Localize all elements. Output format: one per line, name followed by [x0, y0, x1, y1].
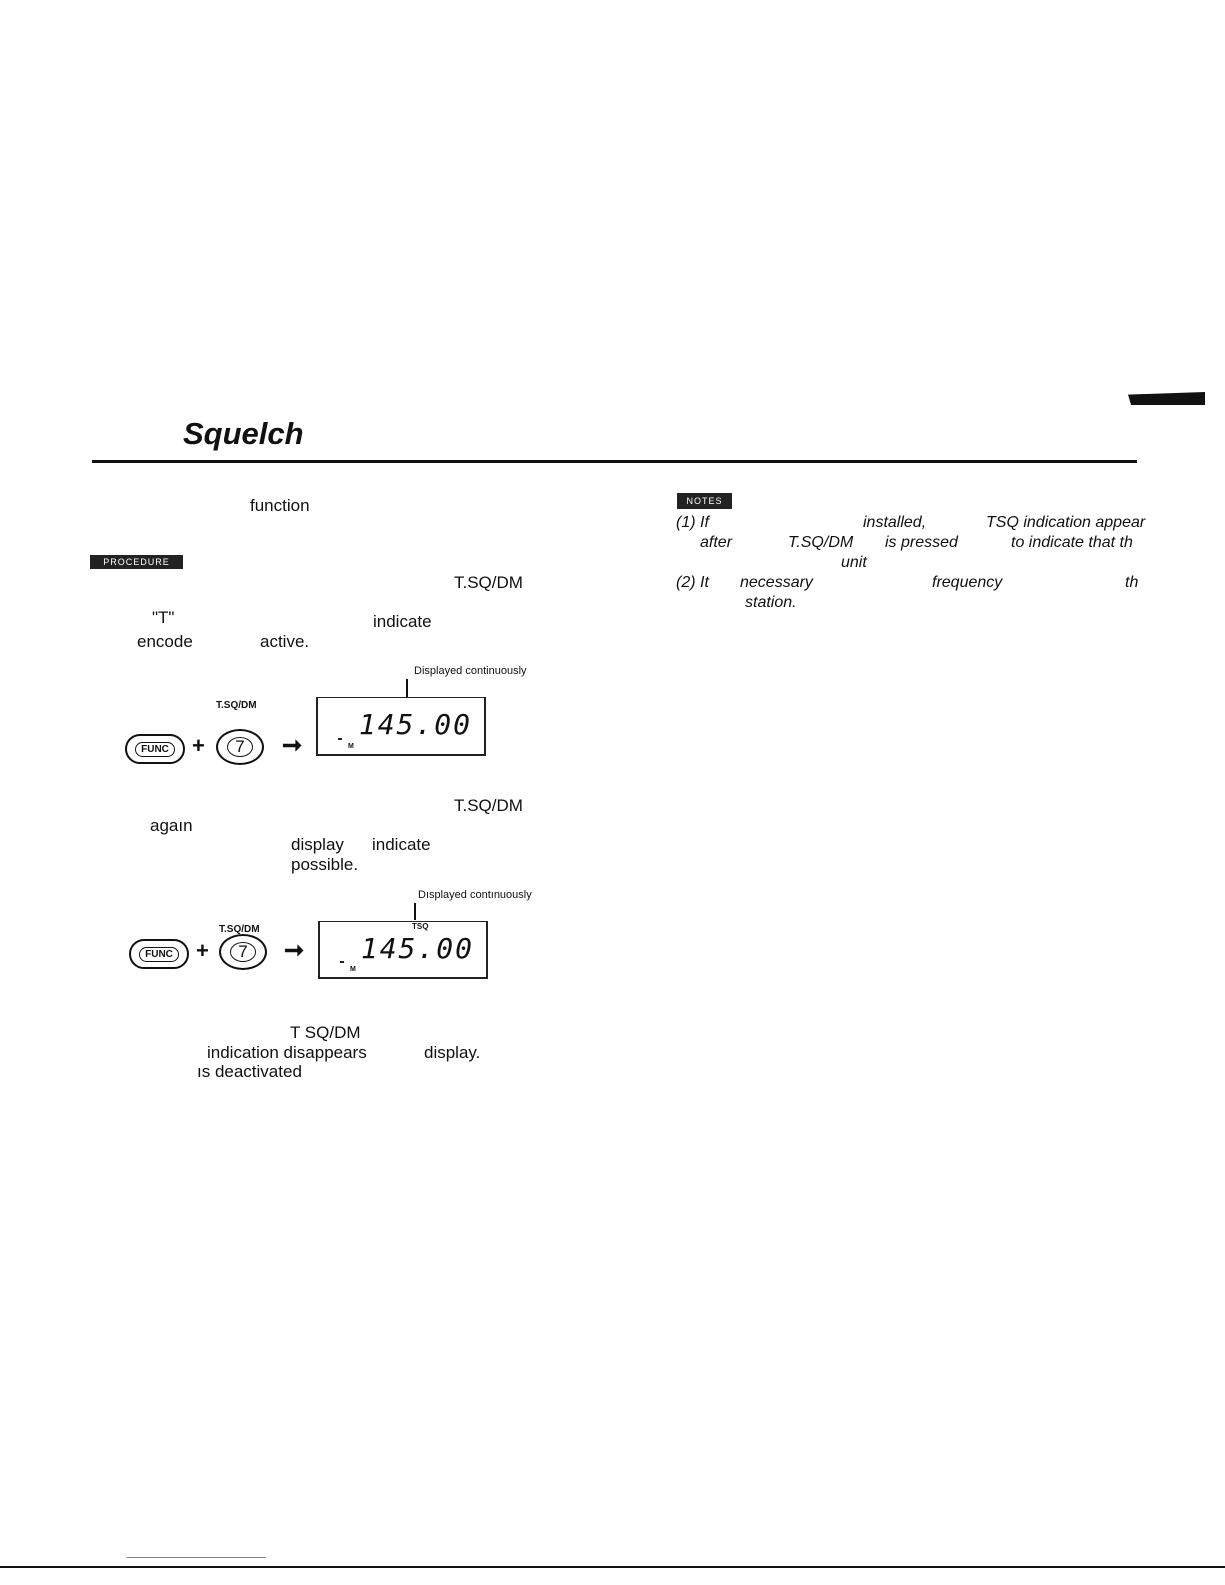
tsqdm-key-label-2: T.SQ/DM	[219, 924, 260, 935]
note1-to-indicate: to indicate that th	[1011, 534, 1133, 551]
func-key-2[interactable]	[129, 939, 189, 969]
step1-active-text: active.	[260, 632, 310, 651]
title-rule	[92, 460, 1137, 463]
step1-t-text: "T"	[152, 608, 175, 627]
note1-installed: installed,	[863, 514, 927, 531]
step3-display-text: display.	[424, 1043, 481, 1062]
lcd-cursor-2	[340, 961, 344, 963]
lcd-tsq-indicator: TSQ	[412, 922, 429, 931]
page-title: Squelch	[183, 416, 304, 451]
right-arrow-icon-2: ➞	[284, 937, 305, 964]
callout-arrow	[406, 679, 408, 699]
lcd-frequency: 145.00	[358, 708, 472, 741]
key-7-label-2: 7	[230, 942, 256, 962]
lcd-frequency-2: 145.00	[360, 932, 474, 965]
func-key-label: FUNC	[135, 742, 175, 757]
note2-prefix: (2) It	[676, 574, 709, 591]
lcd-display-2	[318, 921, 488, 979]
notes-badge: NOTES	[677, 493, 732, 509]
note2-necessary: necessary	[740, 574, 813, 591]
lcd-display	[316, 697, 486, 756]
note1-after: after	[700, 534, 733, 551]
key-7-second[interactable]	[219, 934, 267, 970]
step2-possible-text: possible.	[291, 855, 359, 874]
note1-tsq-indication: TSQ indication appear	[986, 514, 1146, 531]
step1-indicate-text: indicate	[373, 612, 432, 631]
key-7[interactable]	[216, 729, 264, 765]
footer-link-underline	[127, 1557, 266, 1558]
note2-frequency: frequency	[932, 574, 1003, 591]
note2-th: th	[1125, 574, 1139, 591]
page-tab-marker	[1128, 392, 1205, 405]
step2-again-text: agaın	[150, 816, 193, 835]
right-arrow-icon: ➞	[282, 732, 303, 759]
procedure-badge: PROCEDURE	[90, 555, 183, 569]
callout-displayed-continuously-2: Dısplayed contınuously	[418, 889, 532, 901]
plus-sign-2: +	[196, 938, 209, 963]
step2-display-text: display	[291, 835, 344, 854]
step1-key-text: T.SQ/DM	[454, 573, 523, 592]
step2-indicate-text: indicate	[372, 835, 431, 854]
tsqdm-key-label: T.SQ/DM	[216, 700, 257, 711]
key-7-label: 7	[227, 737, 253, 757]
note1-prefix: (1) If	[676, 514, 709, 531]
note1-key: T.SQ/DM	[788, 534, 854, 551]
lcd-memory-indicator-2: M	[350, 966, 356, 973]
func-key[interactable]	[125, 734, 185, 764]
callout-arrow-2	[414, 903, 416, 920]
plus-sign: +	[192, 733, 205, 758]
callout-displayed-continuously: Displayed continuously	[414, 665, 527, 677]
step3-deactivated-text: ıs deactivated	[197, 1062, 302, 1081]
lcd-memory-indicator: M	[348, 743, 354, 750]
step3-key-text: T SQ/DM	[290, 1023, 361, 1042]
step3-indication-text: indication disappears	[207, 1043, 367, 1062]
note1-unit: unit	[841, 554, 867, 571]
lcd-cursor	[338, 738, 342, 740]
func-key-label-2: FUNC	[139, 947, 179, 962]
note1-pressed: is pressed	[885, 534, 958, 551]
intro-function-text: function	[250, 496, 310, 515]
step2-key-text: T.SQ/DM	[454, 796, 523, 815]
footer-border	[0, 1566, 1225, 1568]
step1-encode-text: encode	[137, 632, 193, 651]
note2-station: station.	[745, 594, 797, 611]
